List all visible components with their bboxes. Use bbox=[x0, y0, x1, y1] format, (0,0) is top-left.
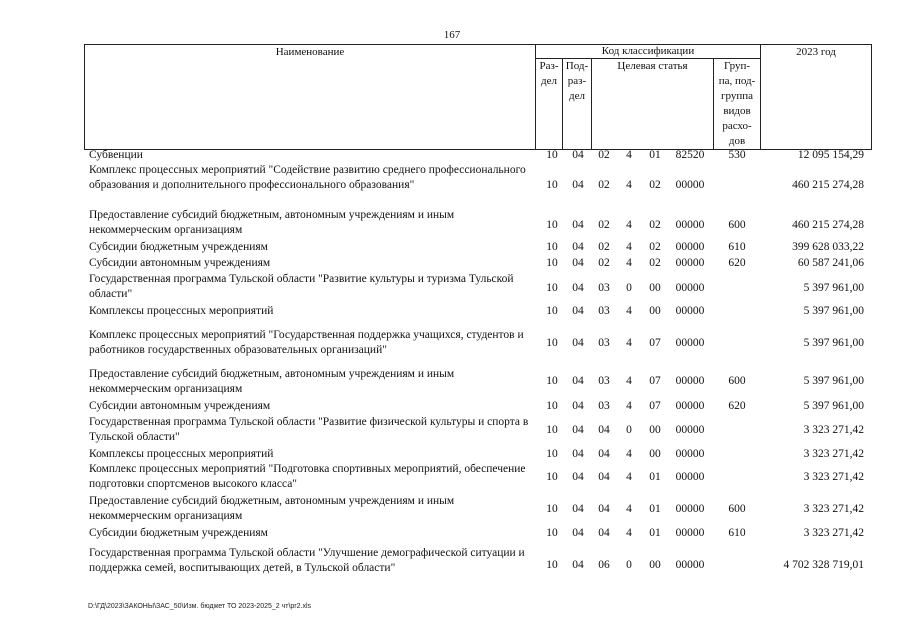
row-code-vr: 610 bbox=[728, 241, 746, 253]
row-code-t1: 03 bbox=[598, 400, 610, 412]
header-code: Код классификации bbox=[535, 44, 761, 59]
row-name: Субсидии бюджетным учреждениям bbox=[89, 241, 268, 253]
table-row bbox=[0, 163, 904, 207]
table-row bbox=[0, 447, 904, 462]
row-code-rz: 10 bbox=[546, 559, 558, 571]
row-code-t2: 4 bbox=[626, 305, 632, 317]
row-code-t4: 00000 bbox=[675, 400, 705, 412]
row-code-pr: 04 bbox=[572, 179, 584, 191]
header-year: 2023 год bbox=[760, 44, 872, 150]
row-code-rz: 10 bbox=[546, 282, 558, 294]
row-code-pr: 04 bbox=[572, 337, 584, 349]
row-amount: 5 397 961,00 bbox=[803, 282, 864, 294]
row-code-t4: 00000 bbox=[675, 424, 705, 436]
row-code-pr: 04 bbox=[572, 375, 584, 387]
row-code-pr: 04 bbox=[572, 219, 584, 231]
row-code-t1: 02 bbox=[598, 257, 610, 269]
row-code-t3: 00 bbox=[649, 282, 661, 294]
table-row bbox=[0, 462, 904, 493]
table-row bbox=[0, 367, 904, 398]
row-code-rz: 10 bbox=[546, 424, 558, 436]
row-code-rz: 10 bbox=[546, 337, 558, 349]
row-name: Комплекс процессных мероприятий "Государственная поддержка учащихся, студентов и работников государственных образовательных организаций" bbox=[89, 329, 524, 356]
row-code-t4: 00000 bbox=[675, 375, 705, 387]
row-code-t4: 00000 bbox=[675, 471, 705, 483]
row-code-t2: 4 bbox=[626, 503, 632, 515]
row-code-t2: 4 bbox=[626, 257, 632, 269]
row-code-rz: 10 bbox=[546, 179, 558, 191]
row-amount: 60 587 241,06 bbox=[797, 257, 864, 269]
row-code-rz: 10 bbox=[546, 375, 558, 387]
table-row bbox=[0, 272, 904, 303]
row-code-t4: 00000 bbox=[675, 257, 705, 269]
row-code-pr: 04 bbox=[572, 503, 584, 515]
row-code-t3: 07 bbox=[649, 375, 661, 387]
table-row bbox=[0, 494, 904, 525]
row-code-t2: 4 bbox=[626, 149, 632, 161]
row-amount: 4 702 328 719,01 bbox=[783, 559, 864, 571]
row-name: Субсидии автономным учреждениям bbox=[89, 257, 271, 269]
table-row bbox=[0, 415, 904, 446]
row-name: Комплекс процессных мероприятий "Подготовка спортивных мероприятий, обеспечение подготовки спортсменов высокого класса" bbox=[89, 463, 526, 490]
table-row bbox=[0, 546, 904, 577]
row-code-t4: 00000 bbox=[675, 305, 705, 317]
row-name: Предоставление субсидий бюджетным, автономным учреждениям и иным некоммерческим организациям bbox=[89, 368, 455, 395]
row-code-t3: 00 bbox=[649, 559, 661, 571]
row-code-rz: 10 bbox=[546, 241, 558, 253]
row-code-t1: 02 bbox=[598, 241, 610, 253]
row-code-t3: 02 bbox=[649, 257, 661, 269]
row-name: Субвенции bbox=[89, 149, 143, 161]
row-code-pr: 04 bbox=[572, 448, 584, 460]
row-code-t4: 00000 bbox=[675, 241, 705, 253]
row-code-pr: 04 bbox=[572, 149, 584, 161]
header-podrazdel: Под- раз- дел bbox=[562, 58, 592, 150]
row-code-vr: 600 bbox=[728, 503, 746, 515]
row-amount: 460 215 274,28 bbox=[792, 219, 864, 231]
row-code-t2: 4 bbox=[626, 219, 632, 231]
row-code-t1: 03 bbox=[598, 282, 610, 294]
row-code-t2: 4 bbox=[626, 337, 632, 349]
row-code-t2: 4 bbox=[626, 527, 632, 539]
row-code-vr: 610 bbox=[728, 527, 746, 539]
row-code-t1: 04 bbox=[598, 448, 610, 460]
row-code-rz: 10 bbox=[546, 527, 558, 539]
table-row bbox=[0, 208, 904, 239]
row-code-t3: 01 bbox=[649, 471, 661, 483]
row-code-vr: 600 bbox=[728, 219, 746, 231]
row-code-t4: 00000 bbox=[675, 503, 705, 515]
row-name: Субсидии бюджетным учреждениям bbox=[89, 527, 268, 539]
row-code-t1: 03 bbox=[598, 337, 610, 349]
file-path: D:\ГД\2023\ЗАКОНЫ\ЗАС_50\Изм. бюджет ТО 2023-2025_2 чт\pr2.xls bbox=[88, 603, 312, 610]
row-amount: 12 095 154,29 bbox=[797, 149, 864, 161]
row-code-t3: 00 bbox=[649, 424, 661, 436]
row-code-pr: 04 bbox=[572, 241, 584, 253]
row-code-t4: 00000 bbox=[675, 559, 705, 571]
row-code-t1: 04 bbox=[598, 424, 610, 436]
row-code-rz: 10 bbox=[546, 219, 558, 231]
row-code-t1: 04 bbox=[598, 471, 610, 483]
table-row bbox=[0, 148, 904, 163]
table-header bbox=[84, 44, 872, 150]
row-code-t3: 00 bbox=[649, 448, 661, 460]
row-code-rz: 10 bbox=[546, 448, 558, 460]
row-code-vr: 620 bbox=[728, 257, 746, 269]
row-code-t1: 04 bbox=[598, 527, 610, 539]
row-name: Государственная программа Тульской области "Развитие культуры и туризма Тульской области" bbox=[89, 273, 514, 300]
row-amount: 3 323 271,42 bbox=[803, 503, 864, 515]
row-code-t3: 07 bbox=[649, 337, 661, 349]
row-code-t3: 01 bbox=[649, 503, 661, 515]
row-code-t4: 00000 bbox=[675, 527, 705, 539]
table-row bbox=[0, 328, 904, 359]
row-code-pr: 04 bbox=[572, 282, 584, 294]
row-code-vr: 600 bbox=[728, 375, 746, 387]
row-code-t2: 4 bbox=[626, 179, 632, 191]
row-amount: 3 323 271,42 bbox=[803, 471, 864, 483]
row-code-t2: 4 bbox=[626, 375, 632, 387]
row-code-t4: 82520 bbox=[675, 149, 705, 161]
row-code-t3: 01 bbox=[649, 149, 661, 161]
row-code-t3: 02 bbox=[649, 241, 661, 253]
row-code-t1: 03 bbox=[598, 375, 610, 387]
row-amount: 460 215 274,28 bbox=[792, 179, 864, 191]
row-code-pr: 04 bbox=[572, 424, 584, 436]
row-code-t4: 00000 bbox=[675, 337, 705, 349]
row-code-t4: 00000 bbox=[675, 448, 705, 460]
row-name: Комплексы процессных мероприятий bbox=[89, 448, 274, 460]
row-name: Комплексы процессных мероприятий bbox=[89, 305, 274, 317]
row-code-t3: 00 bbox=[649, 305, 661, 317]
row-amount: 3 323 271,42 bbox=[803, 448, 864, 460]
row-amount: 5 397 961,00 bbox=[803, 305, 864, 317]
row-amount: 5 397 961,00 bbox=[803, 337, 864, 349]
row-amount: 5 397 961,00 bbox=[803, 375, 864, 387]
row-code-t2: 4 bbox=[626, 241, 632, 253]
row-code-rz: 10 bbox=[546, 149, 558, 161]
row-code-t2: 0 bbox=[626, 424, 632, 436]
table-row bbox=[0, 240, 904, 255]
row-amount: 399 628 033,22 bbox=[792, 241, 864, 253]
row-name: Государственная программа Тульской области "Развитие физической культуры и спорта в Тульской области" bbox=[89, 416, 529, 443]
row-code-t3: 02 bbox=[649, 179, 661, 191]
page-number: 167 bbox=[443, 29, 461, 41]
row-code-t1: 02 bbox=[598, 179, 610, 191]
row-code-t1: 04 bbox=[598, 503, 610, 515]
row-code-t1: 03 bbox=[598, 305, 610, 317]
row-code-pr: 04 bbox=[572, 471, 584, 483]
row-code-t1: 02 bbox=[598, 149, 610, 161]
row-name: Субсидии автономным учреждениям bbox=[89, 400, 271, 412]
row-code-pr: 04 bbox=[572, 257, 584, 269]
row-code-rz: 10 bbox=[546, 257, 558, 269]
row-code-t4: 00000 bbox=[675, 282, 705, 294]
row-code-rz: 10 bbox=[546, 471, 558, 483]
row-code-t3: 01 bbox=[649, 527, 661, 539]
row-code-vr: 530 bbox=[728, 149, 746, 161]
row-code-vr: 620 bbox=[728, 400, 746, 412]
header-name: Наименование bbox=[84, 44, 536, 150]
row-amount: 3 323 271,42 bbox=[803, 424, 864, 436]
row-code-t3: 07 bbox=[649, 400, 661, 412]
row-code-t1: 02 bbox=[598, 219, 610, 231]
header-group: Груп- па, под- группа видов расхо- дов bbox=[713, 58, 761, 150]
row-code-pr: 04 bbox=[572, 527, 584, 539]
row-name: Предоставление субсидий бюджетным, автономным учреждениям и иным некоммерческим организациям bbox=[89, 495, 455, 522]
row-code-t4: 00000 bbox=[675, 179, 705, 191]
row-code-pr: 04 bbox=[572, 400, 584, 412]
row-code-pr: 04 bbox=[572, 305, 584, 317]
header-target: Целевая статья bbox=[591, 58, 714, 150]
row-code-t2: 0 bbox=[626, 559, 632, 571]
row-code-t2: 4 bbox=[626, 448, 632, 460]
row-code-pr: 04 bbox=[572, 559, 584, 571]
row-amount: 3 323 271,42 bbox=[803, 527, 864, 539]
row-name: Государственная программа Тульской области "Улучшение демографической ситуации и поддержка семей, воспитывающих детей, в Тульской области" bbox=[89, 547, 525, 574]
row-code-t2: 4 bbox=[626, 471, 632, 483]
row-name: Предоставление субсидий бюджетным, автономным учреждениям и иным некоммерческим организациям bbox=[89, 209, 455, 236]
row-code-rz: 10 bbox=[546, 503, 558, 515]
row-code-rz: 10 bbox=[546, 305, 558, 317]
table-row bbox=[0, 256, 904, 271]
row-code-t2: 0 bbox=[626, 282, 632, 294]
row-amount: 5 397 961,00 bbox=[803, 400, 864, 412]
table-row bbox=[0, 304, 904, 319]
table-row bbox=[0, 399, 904, 414]
table-row bbox=[0, 526, 904, 541]
row-code-t2: 4 bbox=[626, 400, 632, 412]
row-code-t1: 06 bbox=[598, 559, 610, 571]
row-code-t3: 02 bbox=[649, 219, 661, 231]
row-code-t4: 00000 bbox=[675, 219, 705, 231]
row-code-rz: 10 bbox=[546, 400, 558, 412]
header-razdel: Раз- дел bbox=[535, 58, 563, 150]
row-name: Комплекс процессных мероприятий "Содействие развитию среднего профессионального образования и дополнительного профессионального образования" bbox=[89, 164, 526, 191]
